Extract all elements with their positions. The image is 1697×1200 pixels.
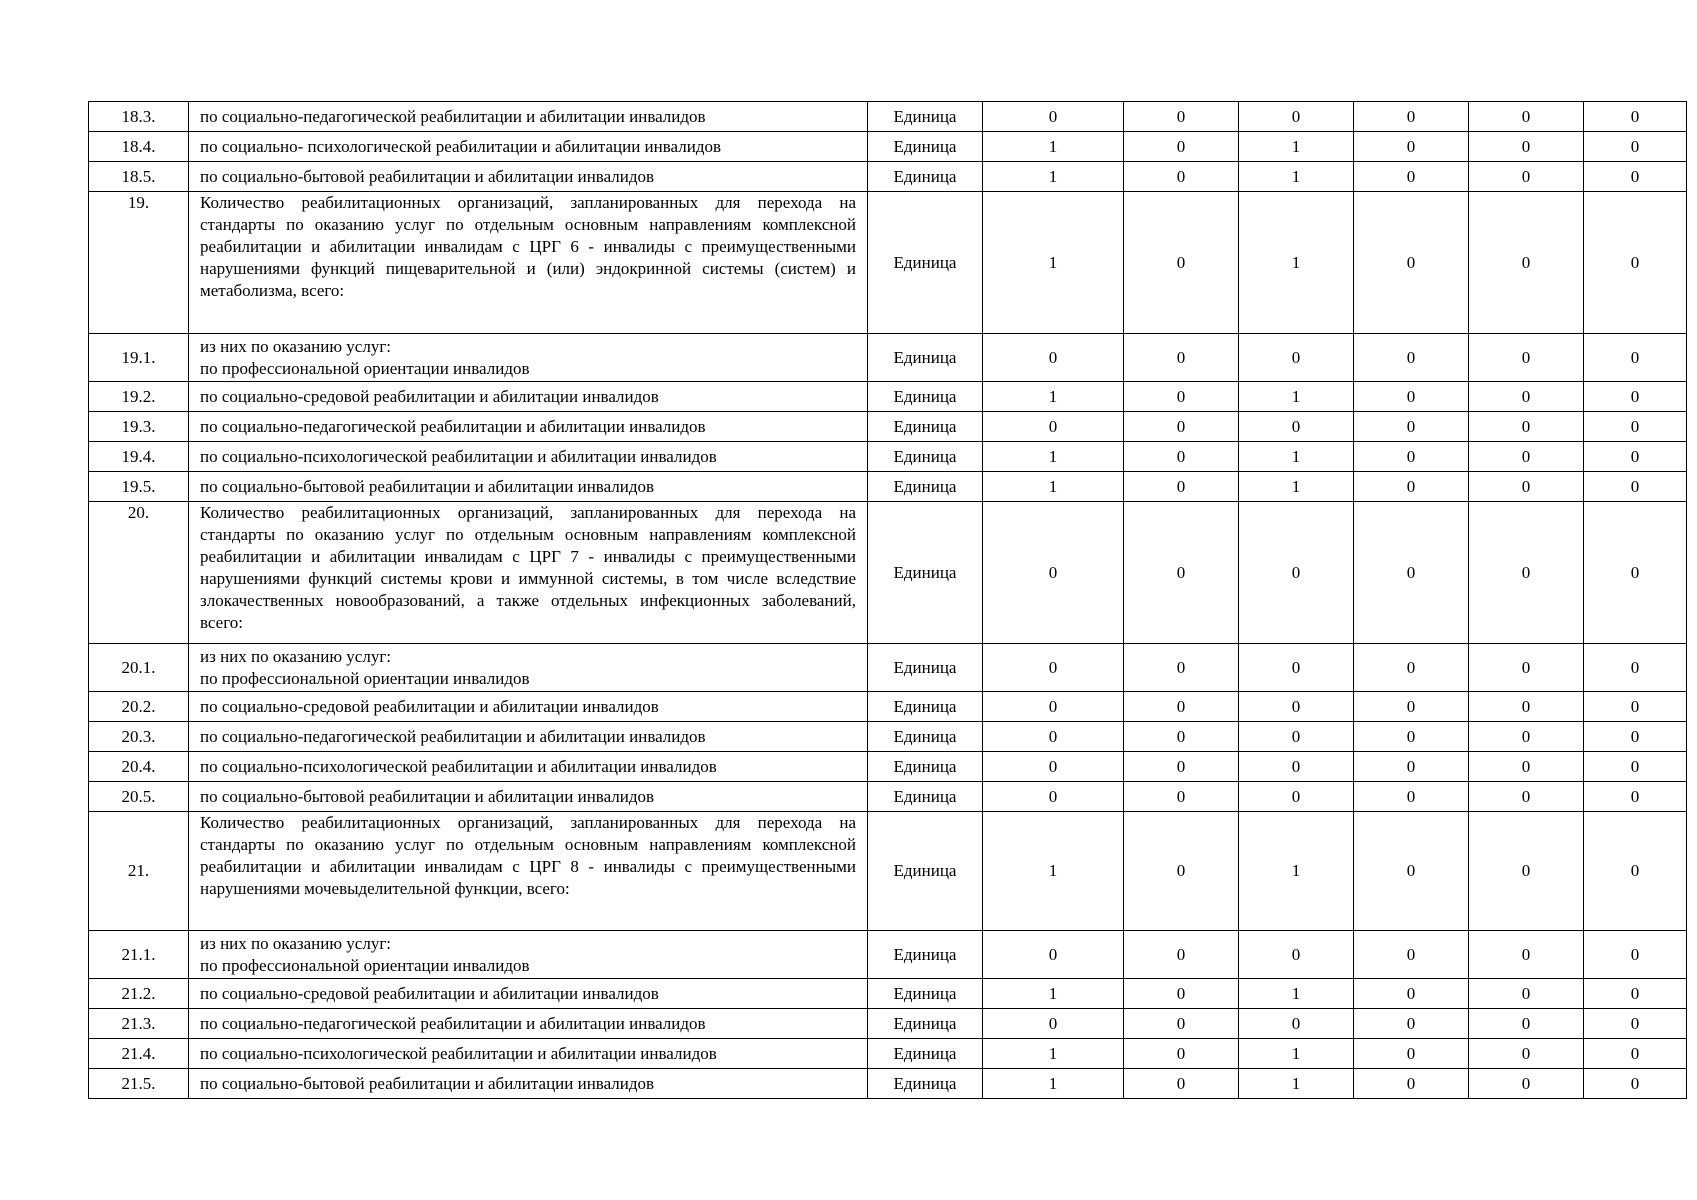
row-number: 19.4. xyxy=(89,442,189,472)
value-cell: 0 xyxy=(1584,442,1687,472)
value-cell: 0 xyxy=(1584,162,1687,192)
value-cell: 0 xyxy=(1124,442,1239,472)
indicator-name xyxy=(189,644,868,692)
value-cell: 0 xyxy=(1239,931,1354,979)
indicator-name xyxy=(189,722,868,752)
table-row xyxy=(89,442,1687,472)
row-number: 20.2. xyxy=(89,692,189,722)
value-cell: 1 xyxy=(1239,1039,1354,1069)
value-cell: 0 xyxy=(1584,979,1687,1009)
indicator-name xyxy=(189,132,868,162)
value-cell: 0 xyxy=(1469,1009,1584,1039)
value-cell: 0 xyxy=(1584,1039,1687,1069)
row-number: 21.1. xyxy=(89,931,189,979)
value-cell: 1 xyxy=(1239,472,1354,502)
table-row xyxy=(89,752,1687,782)
indicator-name xyxy=(189,931,868,979)
indicator-name-text: из них по оказанию услуг: по профессиональной ориентации инвалидов xyxy=(200,933,530,975)
value-cell: 0 xyxy=(1469,692,1584,722)
value-cell: 0 xyxy=(1239,334,1354,382)
value-cell: 0 xyxy=(1124,412,1239,442)
table-row xyxy=(89,692,1687,722)
value-cell: 0 xyxy=(1469,132,1584,162)
value-cell: 0 xyxy=(983,334,1124,382)
value-cell: 0 xyxy=(1354,412,1469,442)
unit-of-measure: Единица xyxy=(868,1069,983,1099)
value-cell: 0 xyxy=(1354,442,1469,472)
value-cell: 1 xyxy=(983,812,1124,931)
value-cell: 1 xyxy=(983,472,1124,502)
indicator-name xyxy=(189,692,868,722)
indicator-name-text: по социально-педагогической реабилитации и абилитации инвалидов xyxy=(200,106,706,126)
value-cell: 0 xyxy=(1239,782,1354,812)
value-cell: 1 xyxy=(1239,442,1354,472)
row-number: 21.2. xyxy=(89,979,189,1009)
value-cell: 0 xyxy=(1469,979,1584,1009)
value-cell: 0 xyxy=(1124,382,1239,412)
value-cell: 0 xyxy=(1584,692,1687,722)
table-row xyxy=(89,979,1687,1009)
value-cell: 0 xyxy=(1469,334,1584,382)
indicator-name xyxy=(189,752,868,782)
value-cell: 0 xyxy=(1124,752,1239,782)
value-cell: 1 xyxy=(983,1069,1124,1099)
value-cell: 0 xyxy=(1124,1039,1239,1069)
table-row xyxy=(89,382,1687,412)
value-cell: 1 xyxy=(983,1039,1124,1069)
unit-of-measure: Единица xyxy=(868,1009,983,1039)
unit-of-measure: Единица xyxy=(868,472,983,502)
indicator-name-text: по социально-бытовой реабилитации и абилитации инвалидов xyxy=(200,166,655,186)
row-number: 20.1. xyxy=(89,644,189,692)
unit-of-measure: Единица xyxy=(868,782,983,812)
value-cell: 0 xyxy=(1354,132,1469,162)
unit-of-measure: Единица xyxy=(868,502,983,644)
value-cell: 0 xyxy=(1239,692,1354,722)
value-cell: 0 xyxy=(983,931,1124,979)
unit-of-measure: Единица xyxy=(868,752,983,782)
indicator-name-text: по социально-психологической реабилитации и абилитации инвалидов xyxy=(200,756,717,776)
value-cell: 0 xyxy=(1584,502,1687,644)
value-cell: 0 xyxy=(1469,102,1584,132)
value-cell: 0 xyxy=(1239,102,1354,132)
unit-of-measure: Единица xyxy=(868,442,983,472)
document-page xyxy=(88,101,1686,1099)
value-cell: 0 xyxy=(1469,1039,1584,1069)
value-cell: 0 xyxy=(1469,192,1584,334)
table-body xyxy=(89,102,1687,1099)
indicator-name xyxy=(189,442,868,472)
indicator-name-text: по социально-психологической реабилитации и абилитации инвалидов xyxy=(200,1043,717,1063)
row-number: 18.4. xyxy=(89,132,189,162)
indicator-name-text: по социально- психологической реабилитации и абилитации инвалидов xyxy=(200,136,722,156)
value-cell: 0 xyxy=(1239,412,1354,442)
value-cell: 0 xyxy=(1354,1009,1469,1039)
value-cell: 0 xyxy=(1584,931,1687,979)
indicator-name xyxy=(189,412,868,442)
value-cell: 0 xyxy=(1469,782,1584,812)
value-cell: 0 xyxy=(1469,382,1584,412)
unit-of-measure: Единица xyxy=(868,644,983,692)
value-cell: 0 xyxy=(1469,472,1584,502)
value-cell: 0 xyxy=(1469,442,1584,472)
value-cell: 1 xyxy=(1239,1069,1354,1099)
value-cell: 0 xyxy=(1469,1069,1584,1099)
unit-of-measure: Единица xyxy=(868,931,983,979)
indicator-name-text: по социально-педагогической реабилитации и абилитации инвалидов xyxy=(200,416,706,436)
row-number: 20.5. xyxy=(89,782,189,812)
indicator-name-text: по социально-бытовой реабилитации и абилитации инвалидов xyxy=(200,786,655,806)
table-row xyxy=(89,472,1687,502)
value-cell: 0 xyxy=(1124,1069,1239,1099)
value-cell: 0 xyxy=(1239,502,1354,644)
table-row xyxy=(89,812,1687,931)
indicator-name xyxy=(189,192,868,334)
value-cell: 0 xyxy=(1354,162,1469,192)
value-cell: 1 xyxy=(983,192,1124,334)
value-cell: 0 xyxy=(1354,192,1469,334)
value-cell: 1 xyxy=(1239,132,1354,162)
table-row xyxy=(89,162,1687,192)
indicator-name-text: по социально-педагогической реабилитации и абилитации инвалидов xyxy=(200,726,706,746)
row-number: 20.4. xyxy=(89,752,189,782)
value-cell: 0 xyxy=(1354,1039,1469,1069)
indicator-name-text: по социально-средовой реабилитации и абилитации инвалидов xyxy=(200,696,659,716)
value-cell: 0 xyxy=(1124,132,1239,162)
value-cell: 0 xyxy=(1124,502,1239,644)
row-number: 19.3. xyxy=(89,412,189,442)
value-cell: 0 xyxy=(1469,162,1584,192)
value-cell: 0 xyxy=(983,692,1124,722)
indicator-name xyxy=(189,162,868,192)
value-cell: 0 xyxy=(983,782,1124,812)
value-cell: 0 xyxy=(1354,102,1469,132)
indicator-name-text: Количество реабилитационных организаций, запланированных для перехода на стандарты по оказанию услуг по отдельным основным направлениям комплексной реабилитации и абилитации инвалидам с ЦРГ 6 - инвалиды с преимущественными нарушениями функций пищеварительной и (или) эндокринной системы (систем) и метаболизма, всего: xyxy=(200,193,856,300)
row-number: 19.2. xyxy=(89,382,189,412)
row-number: 18.3. xyxy=(89,102,189,132)
indicator-name xyxy=(189,382,868,412)
value-cell: 0 xyxy=(1469,722,1584,752)
unit-of-measure: Единица xyxy=(868,692,983,722)
value-cell: 1 xyxy=(983,442,1124,472)
indicator-name-text: по социально-бытовой реабилитации и абилитации инвалидов xyxy=(200,476,655,496)
indicator-name-text: Количество реабилитационных организаций, запланированных для перехода на стандарты по оказанию услуг по отдельным основным направлениям комплексной реабилитации и абилитации инвалидам с ЦРГ 8 - инвалиды с преимущественными нарушениями мочевыделительной функции, всего: xyxy=(200,813,856,898)
indicator-name-text: по социально-бытовой реабилитации и абилитации инвалидов xyxy=(200,1073,655,1093)
indicator-name-text: из них по оказанию услуг: по профессиональной ориентации инвалидов xyxy=(200,646,530,688)
value-cell: 0 xyxy=(1124,931,1239,979)
value-cell: 0 xyxy=(1124,812,1239,931)
value-cell: 0 xyxy=(1354,472,1469,502)
value-cell: 0 xyxy=(1469,812,1584,931)
table-row xyxy=(89,1069,1687,1099)
value-cell: 0 xyxy=(1354,782,1469,812)
value-cell: 0 xyxy=(1124,644,1239,692)
indicator-name-text: Количество реабилитационных организаций, запланированных для перехода на стандарты по оказанию услуг по отдельным основным направлениям комплексной реабилитации и абилитации инвалидам с ЦРГ 7 - инвалиды с преимущественными нарушениями функций системы крови и иммунной системы, в том числе вследствие злокачественных новообразований, а также отдельных инфекционных заболеваний, всего: xyxy=(200,503,856,632)
row-number: 20.3. xyxy=(89,722,189,752)
value-cell: 0 xyxy=(983,644,1124,692)
indicator-name-text: из них по оказанию услуг: по профессиональной ориентации инвалидов xyxy=(200,336,530,378)
table-row xyxy=(89,334,1687,382)
value-cell: 0 xyxy=(983,722,1124,752)
row-number: 19.5. xyxy=(89,472,189,502)
value-cell: 0 xyxy=(1124,722,1239,752)
row-number: 19. xyxy=(89,192,189,334)
value-cell: 0 xyxy=(983,102,1124,132)
value-cell: 0 xyxy=(983,502,1124,644)
table-row xyxy=(89,502,1687,644)
unit-of-measure: Единица xyxy=(868,812,983,931)
value-cell: 1 xyxy=(983,382,1124,412)
value-cell: 0 xyxy=(983,1009,1124,1039)
value-cell: 0 xyxy=(1469,752,1584,782)
indicator-name xyxy=(189,1069,868,1099)
value-cell: 0 xyxy=(1354,644,1469,692)
value-cell: 0 xyxy=(1354,502,1469,644)
value-cell: 0 xyxy=(1469,931,1584,979)
value-cell: 0 xyxy=(1354,812,1469,931)
value-cell: 0 xyxy=(1584,102,1687,132)
value-cell: 0 xyxy=(1469,502,1584,644)
unit-of-measure: Единица xyxy=(868,412,983,442)
table-row xyxy=(89,102,1687,132)
unit-of-measure: Единица xyxy=(868,162,983,192)
indicator-name xyxy=(189,979,868,1009)
indicator-name-text: по социально-психологической реабилитации и абилитации инвалидов xyxy=(200,446,717,466)
value-cell: 0 xyxy=(1584,192,1687,334)
table-row xyxy=(89,1009,1687,1039)
indicator-name xyxy=(189,812,868,931)
value-cell: 0 xyxy=(1584,334,1687,382)
value-cell: 0 xyxy=(1584,752,1687,782)
table-row xyxy=(89,644,1687,692)
value-cell: 0 xyxy=(1354,979,1469,1009)
value-cell: 0 xyxy=(1239,722,1354,752)
value-cell: 0 xyxy=(1584,132,1687,162)
row-number: 21.5. xyxy=(89,1069,189,1099)
unit-of-measure: Единица xyxy=(868,102,983,132)
value-cell: 1 xyxy=(1239,382,1354,412)
value-cell: 1 xyxy=(983,979,1124,1009)
row-number: 21.4. xyxy=(89,1039,189,1069)
row-number: 18.5. xyxy=(89,162,189,192)
value-cell: 0 xyxy=(1124,192,1239,334)
value-cell: 0 xyxy=(1584,412,1687,442)
unit-of-measure: Единица xyxy=(868,1039,983,1069)
value-cell: 1 xyxy=(1239,979,1354,1009)
row-number: 21. xyxy=(89,812,189,931)
value-cell: 0 xyxy=(1584,812,1687,931)
value-cell: 0 xyxy=(1239,644,1354,692)
indicator-name xyxy=(189,334,868,382)
value-cell: 0 xyxy=(1354,1069,1469,1099)
indicator-name xyxy=(189,472,868,502)
value-cell: 0 xyxy=(1354,752,1469,782)
value-cell: 1 xyxy=(983,132,1124,162)
row-number: 20. xyxy=(89,502,189,644)
value-cell: 0 xyxy=(1124,334,1239,382)
indicator-name xyxy=(189,1039,868,1069)
row-number: 19.1. xyxy=(89,334,189,382)
value-cell: 0 xyxy=(1584,782,1687,812)
value-cell: 1 xyxy=(1239,812,1354,931)
indicator-name-text: по социально-средовой реабилитации и абилитации инвалидов xyxy=(200,386,659,406)
table-row xyxy=(89,192,1687,334)
value-cell: 0 xyxy=(1584,722,1687,752)
table-row xyxy=(89,782,1687,812)
value-cell: 0 xyxy=(1239,1009,1354,1039)
unit-of-measure: Единица xyxy=(868,979,983,1009)
value-cell: 0 xyxy=(1354,931,1469,979)
value-cell: 0 xyxy=(1584,472,1687,502)
value-cell: 0 xyxy=(1584,382,1687,412)
indicator-name xyxy=(189,1009,868,1039)
unit-of-measure: Единица xyxy=(868,382,983,412)
unit-of-measure: Единица xyxy=(868,132,983,162)
value-cell: 0 xyxy=(1124,472,1239,502)
value-cell: 1 xyxy=(983,162,1124,192)
indicator-name xyxy=(189,102,868,132)
unit-of-measure: Единица xyxy=(868,192,983,334)
indicators-table xyxy=(88,101,1687,1099)
value-cell: 0 xyxy=(1354,692,1469,722)
value-cell: 0 xyxy=(1584,1009,1687,1039)
value-cell: 0 xyxy=(1124,102,1239,132)
table-row xyxy=(89,1039,1687,1069)
value-cell: 0 xyxy=(1124,692,1239,722)
table-row xyxy=(89,931,1687,979)
row-number: 21.3. xyxy=(89,1009,189,1039)
value-cell: 0 xyxy=(1469,644,1584,692)
value-cell: 0 xyxy=(1354,382,1469,412)
table-row xyxy=(89,132,1687,162)
table-row xyxy=(89,412,1687,442)
value-cell: 0 xyxy=(983,412,1124,442)
indicator-name-text: по социально-педагогической реабилитации и абилитации инвалидов xyxy=(200,1013,706,1033)
indicator-name-text: по социально-средовой реабилитации и абилитации инвалидов xyxy=(200,983,659,1003)
value-cell: 0 xyxy=(1354,334,1469,382)
value-cell: 0 xyxy=(1584,1069,1687,1099)
value-cell: 0 xyxy=(1354,722,1469,752)
value-cell: 0 xyxy=(1239,752,1354,782)
indicator-name xyxy=(189,782,868,812)
value-cell: 0 xyxy=(1124,782,1239,812)
value-cell: 0 xyxy=(1469,412,1584,442)
value-cell: 0 xyxy=(1124,1009,1239,1039)
value-cell: 0 xyxy=(983,752,1124,782)
value-cell: 1 xyxy=(1239,192,1354,334)
unit-of-measure: Единица xyxy=(868,722,983,752)
value-cell: 0 xyxy=(1584,644,1687,692)
unit-of-measure: Единица xyxy=(868,334,983,382)
value-cell: 1 xyxy=(1239,162,1354,192)
value-cell: 0 xyxy=(1124,162,1239,192)
table-row xyxy=(89,722,1687,752)
indicator-name xyxy=(189,502,868,644)
value-cell: 0 xyxy=(1124,979,1239,1009)
